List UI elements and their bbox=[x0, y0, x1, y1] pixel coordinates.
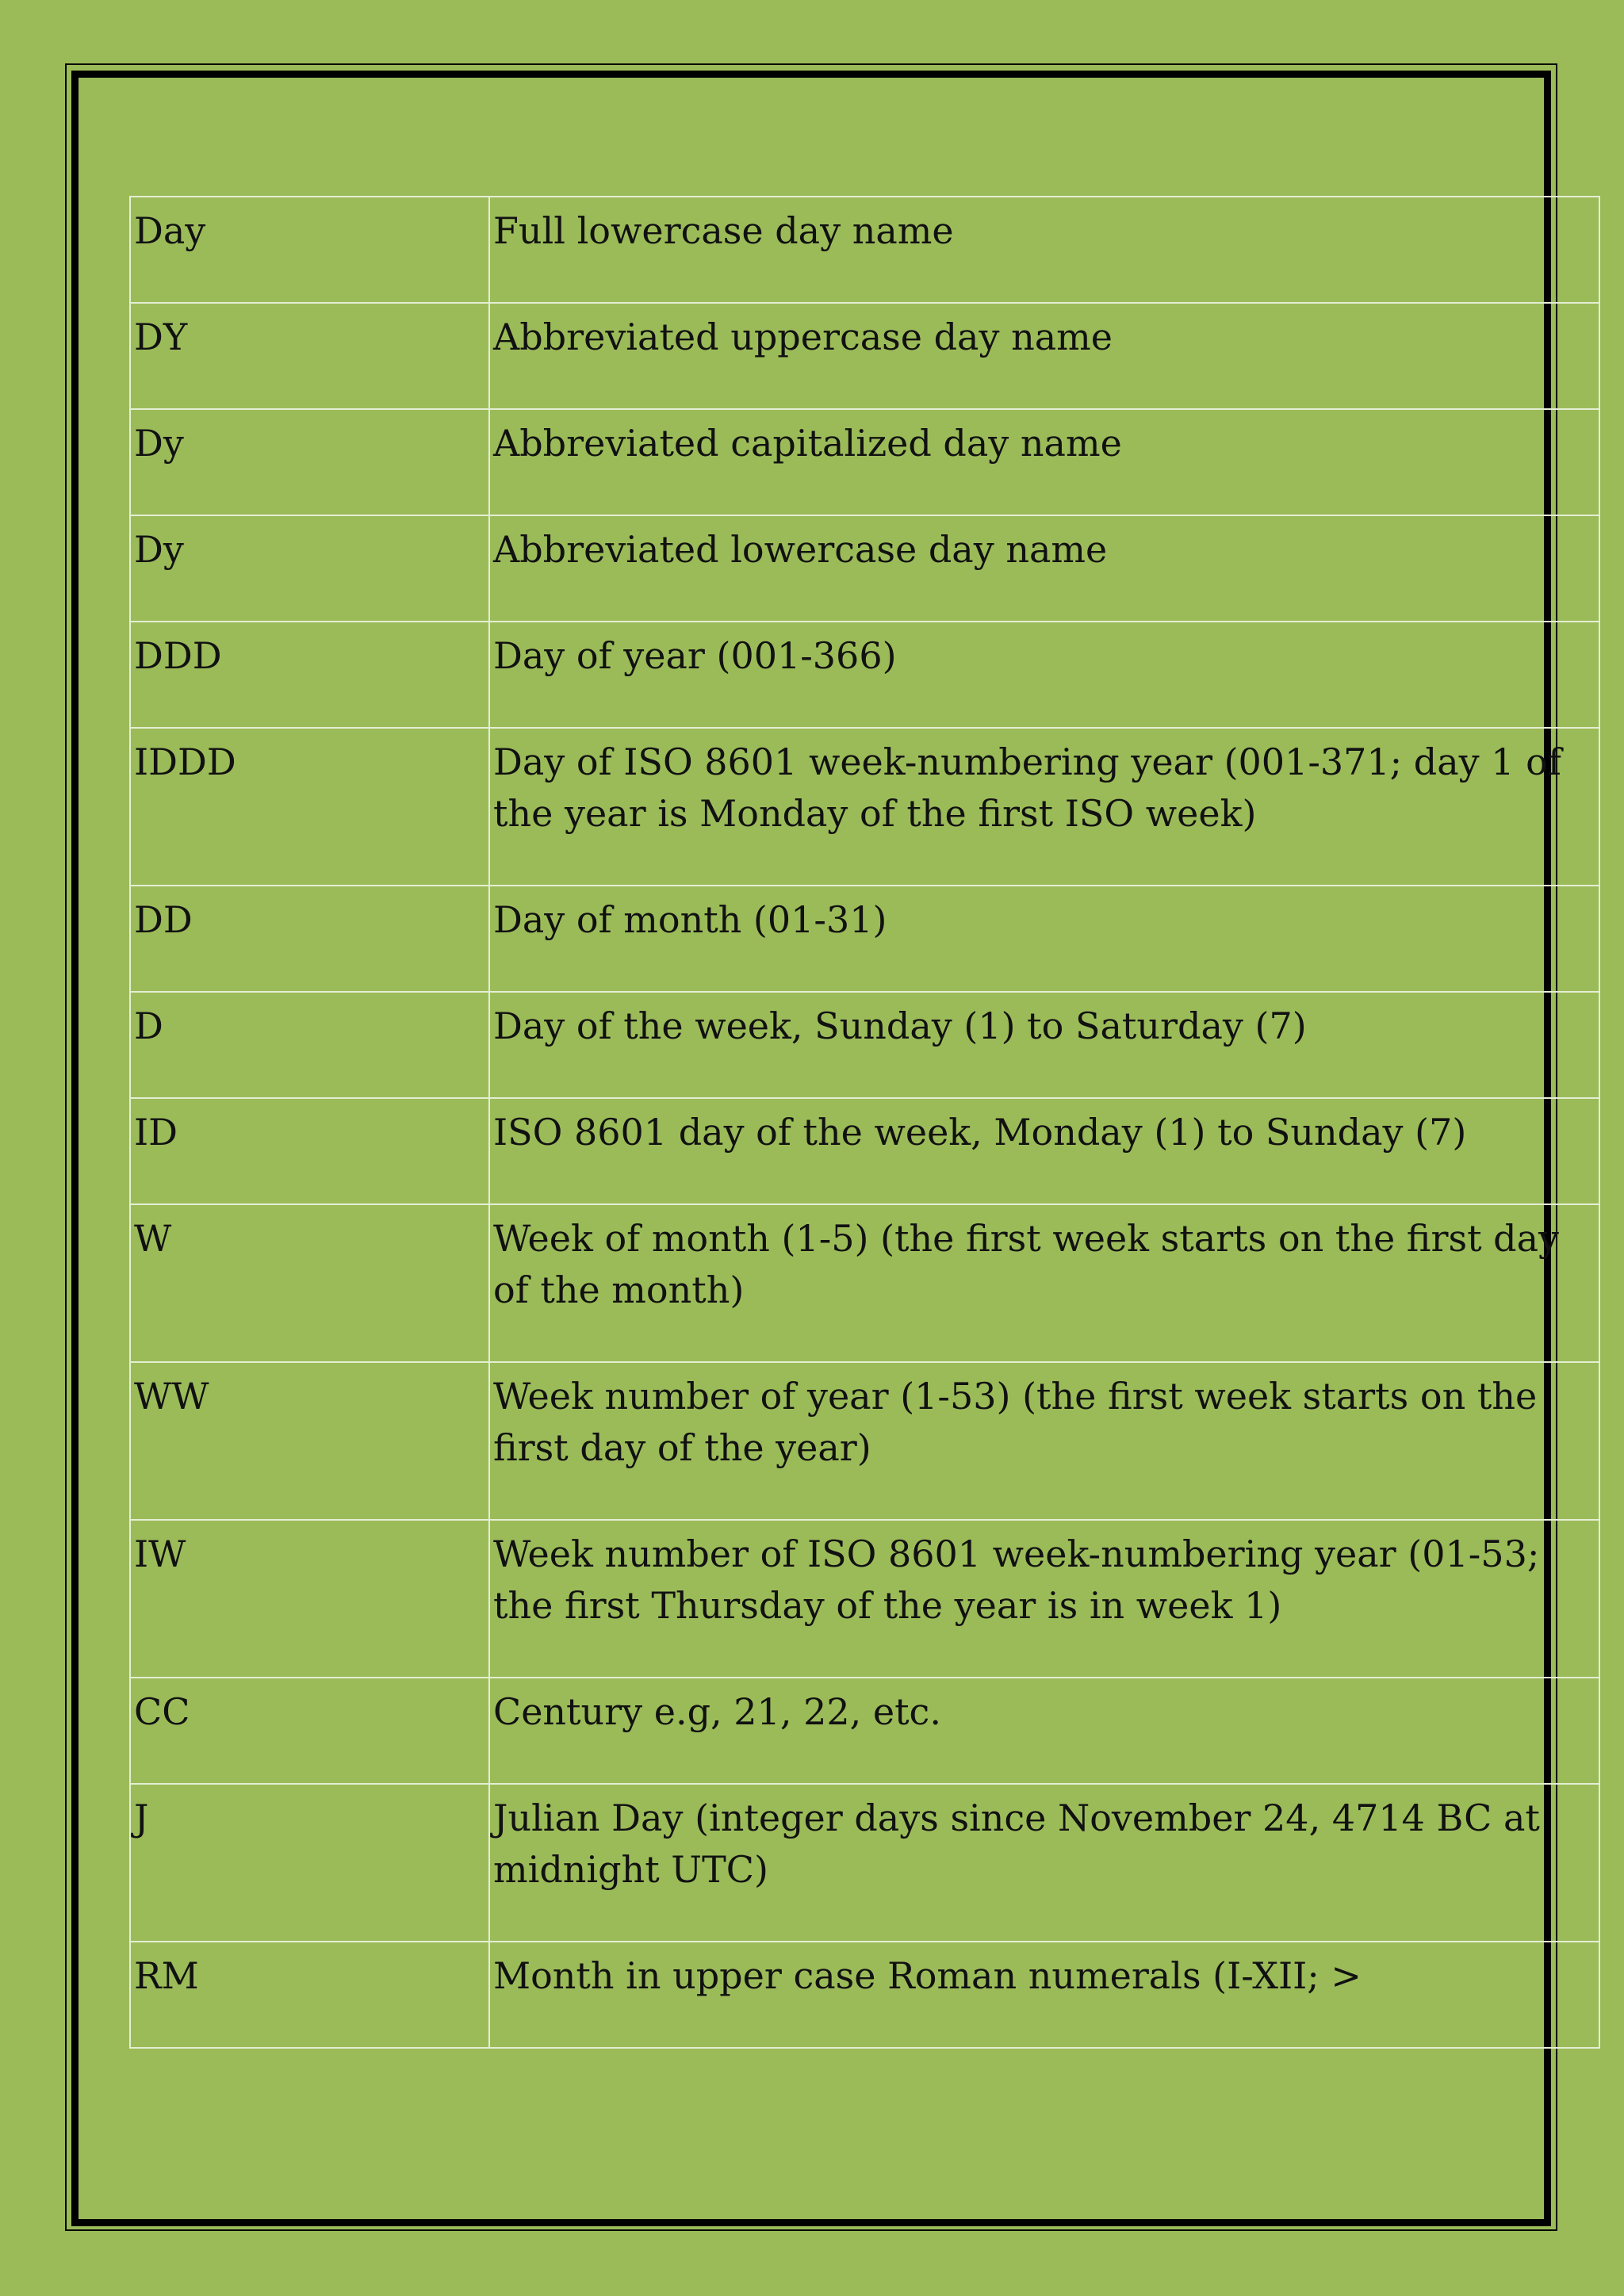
table-row bbox=[130, 1942, 1599, 2048]
pattern-code-cell: IDDD bbox=[130, 728, 489, 886]
table-row bbox=[130, 1520, 1599, 1678]
table-row bbox=[130, 992, 1599, 1098]
pattern-description-cell: Week number of year (1-53) (the first week starts on the first day of the year) bbox=[489, 1362, 1599, 1520]
table-row bbox=[130, 515, 1599, 622]
table-row bbox=[130, 1784, 1599, 1942]
pattern-description-cell: Day of ISO 8601 week-numbering year (001-371; day 1 of the year is Monday of the first ISO week) bbox=[489, 728, 1599, 886]
pattern-code-cell: WW bbox=[130, 1362, 489, 1520]
pattern-code-cell: DDD bbox=[130, 622, 489, 728]
table-row bbox=[130, 728, 1599, 886]
pattern-code-cell: RM bbox=[130, 1942, 489, 2048]
pattern-code-cell: D bbox=[130, 992, 489, 1098]
pattern-code-cell: ID bbox=[130, 1098, 489, 1204]
pattern-code-cell: DD bbox=[130, 886, 489, 992]
table-row bbox=[130, 409, 1599, 515]
table-row bbox=[130, 622, 1599, 728]
table-row bbox=[130, 886, 1599, 992]
pattern-code-cell: Dy bbox=[130, 409, 489, 515]
table-row bbox=[130, 197, 1599, 303]
pattern-description-cell: Abbreviated uppercase day name bbox=[489, 303, 1599, 409]
pattern-code-cell: DY bbox=[130, 303, 489, 409]
pattern-code-cell: W bbox=[130, 1204, 489, 1362]
pattern-code-cell: Dy bbox=[130, 515, 489, 622]
pattern-description-cell: Day of year (001-366) bbox=[489, 622, 1599, 728]
format-pattern-table bbox=[129, 196, 1600, 2049]
pattern-description-cell: Week of month (1-5) (the first week starts on the first day of the month) bbox=[489, 1204, 1599, 1362]
pattern-code-cell: IW bbox=[130, 1520, 489, 1678]
table-row bbox=[130, 1204, 1599, 1362]
pattern-code-cell: Day bbox=[130, 197, 489, 303]
table-row bbox=[130, 1098, 1599, 1204]
pattern-code-cell: J bbox=[130, 1784, 489, 1942]
pattern-description-cell: Abbreviated lowercase day name bbox=[489, 515, 1599, 622]
pattern-description-cell: ISO 8601 day of the week, Monday (1) to Sunday (7) bbox=[489, 1098, 1599, 1204]
pattern-description-cell: Week number of ISO 8601 week-numbering year (01-53; the first Thursday of the year is in week 1) bbox=[489, 1520, 1599, 1678]
pattern-description-cell: Abbreviated capitalized day name bbox=[489, 409, 1599, 515]
pattern-description-cell: Full lowercase day name bbox=[489, 197, 1599, 303]
pattern-description-cell: Century e.g, 21, 22, etc. bbox=[489, 1678, 1599, 1784]
pattern-description-cell: Day of the week, Sunday (1) to Saturday (7) bbox=[489, 992, 1599, 1098]
pattern-description-cell: Month in upper case Roman numerals (I-XII; > bbox=[489, 1942, 1599, 2048]
table-row bbox=[130, 1362, 1599, 1520]
table-row bbox=[130, 303, 1599, 409]
table-row bbox=[130, 1678, 1599, 1784]
pattern-code-cell: CC bbox=[130, 1678, 489, 1784]
pattern-description-cell: Day of month (01-31) bbox=[489, 886, 1599, 992]
pattern-description-cell: Julian Day (integer days since November 24, 4714 BC at midnight UTC) bbox=[489, 1784, 1599, 1942]
